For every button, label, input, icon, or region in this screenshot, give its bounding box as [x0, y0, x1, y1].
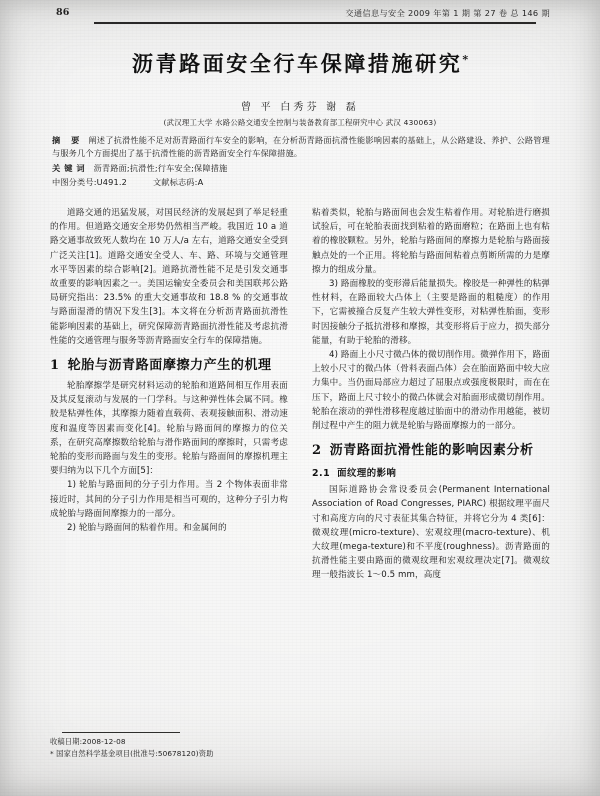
header-rule — [94, 22, 536, 24]
subsection-number: 2.1 — [312, 468, 331, 480]
section-heading — [50, 357, 288, 374]
abstract-block — [52, 134, 550, 191]
title-footnote-marker: * — [462, 53, 469, 66]
journal-header: 交通信息与安全 2009 年第 1 期 第 27 卷 总 146 期 — [345, 8, 550, 18]
body-paragraph: 4) 路面上小尺寸微凸体的微切削作用。微弹作用下，路面上较小尺寸的微凸体（骨料表面凸体）会在胎面路面中较大应力集中。当仍面局部应力超过了屈服点或强度极限时，而在在压下，路面上尺寸较小的微凸体就会对胎面形成微切削作用。轮胎在滚动的弹性滑移程度越过胎面中的滑动作用越能，被切削过程中产生的阻力就是轮胎与路面摩擦力的一部分。 — [312, 350, 550, 432]
body-paragraph: 3) 路面橡胶的变形滞后能量损失。橡胶是一种弹性的粘弹性材料，在路面较大凸体上（主要是路面的粗糙度）的作用下，它需被撞合反复产生较大弹性变形，对粘弹性胎面，变形时因接触分子抵抗滑移和摩擦，其变形将后于应力，损失部分能量，有助于轮胎的滑移。 — [312, 279, 550, 346]
body-columns — [50, 206, 550, 728]
body-paragraph: 道路交通的迅猛发展，对国民经济的发展起到了举足轻重的作用。但道路交通安全形势仍然相当严峻。我国近 10 a 道路交通事故致死人数均在 10 万人/a 左右，道路交通安全受到广泛关注[1]。道路交通安全受人、车、路、环境与交通管理水平等因素的综合影响[2]。道路抗滑性能不足是引发交通事故重要的影响因素之一。美国运输安全委员会和美国联邦公路局研究指出：23.5% 的重大交通事故和 18.8 % 的交通事故与路面湿滑的情况下发生[3]。本文将在分析沥青路面抗滑性能影响因素的基础上，研究保障沥青路面抗滑性能及考虑抗滑性能的交通管理与服务等沥青路面安全行车的保障措施。 — [50, 208, 288, 346]
subsection-title: 面纹理的影响 — [337, 468, 397, 480]
body-paragraph: 国际道路协会常设委员会(Permanent International Association of Road Congresses, PIARC) 根据纹理平面尺寸和高度方向的尺寸表征其集合特征，并将它分为 4 类[6]：微观纹理(micro-texture)、宏观纹理(macro-texture)、机大纹理(mega-texture)和不平度(roughness)。沥青路面的抗滑性能主要由路面的微观纹理和宏观纹理决定[7]。微观纹理一般指波长 1～0.5 mm，高度 — [312, 485, 550, 581]
clc-value: :U491.2 — [93, 177, 127, 188]
keywords-text: 沥青路面;抗滑性;行车安全;保障措施 — [93, 162, 228, 173]
keywords-line — [52, 162, 550, 175]
received-date-label: 收稿日期 — [50, 737, 80, 746]
funding-note: * 国家自然科学基金项目(批准号:50678120)资助 — [50, 748, 214, 758]
left-column — [50, 206, 288, 535]
body-paragraph: 2) 轮胎与路面间的粘着作用。和金属间的 — [67, 523, 227, 534]
received-date-value: :2008-12-08 — [79, 737, 126, 746]
section-heading — [312, 442, 550, 459]
clc-label: 中图分类号 — [52, 177, 94, 188]
page-sheet — [38, 0, 562, 796]
body-paragraph: 1) 轮胎与路面间的分子引力作用。当 2 个物体表面非常接近时，其间的分子引力作用是相当可观的，这种分子引力构成轮胎与路面间摩擦力的一部分。 — [50, 480, 288, 519]
abstract-text: 阐述了抗滑性能不足对沥青路面行车安全的影响，在分析沥青路面抗滑性能影响因素的基础上，从公路建设、养护、公路管理与服务几个方面提出了基于抗滑性能的沥青路面安全行车保障措施。 — [52, 135, 550, 159]
author-list: 曾 平 白秀芬 谢 磊 — [241, 102, 359, 113]
classification-line — [52, 176, 550, 189]
running-head — [38, 6, 562, 20]
section-number: 1 — [50, 358, 60, 374]
keywords-label: 关键词 — [52, 162, 89, 173]
received-date-line — [50, 736, 300, 748]
author-affiliation: (武汉理工大学 水路公路交通安全控制与装备教育部工程研究中心 武汉 430063) — [163, 118, 437, 127]
footnote-rule — [62, 732, 180, 733]
doc-code-value: :A — [194, 177, 204, 188]
body-paragraph: 粘着类似，轮胎与路面间也会发生粘着作用。对轮胎进行磨损试验后，可在轮胎表面找到粘着的路面磨粒；在路面上也有粘着的橡胶颗粒。另外，轮胎与路面间的摩擦力是轮胎与路面接触点处的一个正用。将轮胎与路面间粘着点剪断所需的力是摩擦力的组成分量。 — [312, 208, 550, 275]
section-number: 2 — [312, 443, 322, 459]
section-title: 沥青路面抗滑性能的影响因素分析 — [329, 443, 534, 459]
section-title: 轮胎与沥青路面摩擦力产生的机理 — [67, 358, 272, 374]
right-column — [312, 206, 550, 583]
body-paragraph: 轮胎摩擦学是研究材料运动的轮胎和道路间相互作用表面及其反复滚动与发展的一门学科。与这种弹性体会属不同。橡胶是粘弹性体，其摩擦力随着直载荷、表观接触面积、滑动速度和温度等因素而变化[4]。轮胎与路面间的摩擦力的位关系，在研究高摩擦数给轮胎与滑作路面间的摩擦时，只需考虑轮胎的变形而路面与发生的变形。轮胎与路面间的摩擦机理主要归纳为以下几个方面[5]： — [50, 381, 288, 477]
abstract-label: 摘 要 — [52, 135, 84, 145]
footnote-block — [50, 736, 300, 759]
doc-code-label: 文献标志码 — [152, 177, 195, 188]
article-title-text: 沥青路面安全行车保障措施研究 — [131, 51, 463, 76]
article-title — [38, 48, 562, 78]
subsection-heading — [312, 467, 550, 480]
abstract-paragraph — [52, 134, 550, 161]
page-folio: 86 — [56, 7, 70, 18]
